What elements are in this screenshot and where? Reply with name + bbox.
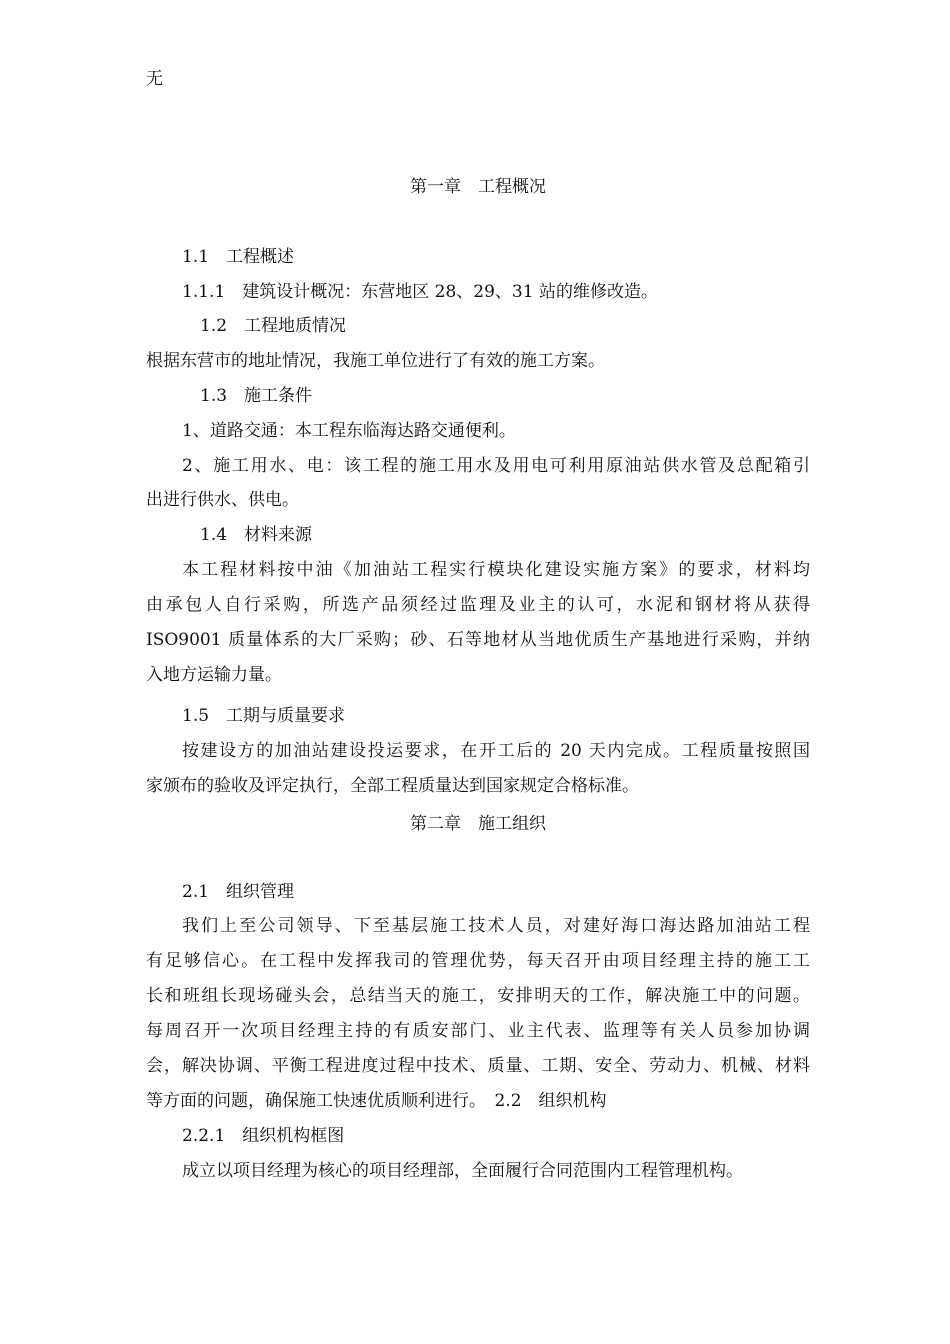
chapter-1-title: 第一章 工程概况 bbox=[410, 177, 546, 197]
section-2-2-1-paragraph: 成立以项目经理为核心的项目经理部，全面履行合同范围内工程管理机构。 bbox=[182, 1161, 743, 1181]
section-1-4-paragraph-line-3: ISO9001 质量体系的大厂采购；砂、石等地材从当地优质生产基地进行采购，并纳 bbox=[146, 630, 810, 650]
chapter-2-title: 第二章 施工组织 bbox=[410, 814, 546, 834]
section-1-4-heading: 1.4 材料来源 bbox=[200, 525, 313, 545]
section-1-5-paragraph-line-2: 家颁布的验收及评定执行，全部工程质量达到国家规定合格标准。 bbox=[146, 776, 639, 796]
section-1-5-paragraph-line-1: 按建设方的加油站建设投运要求，在开工后的 20 天内完成。工程质量按照国 bbox=[182, 741, 810, 761]
section-1-3-item-1: 1、道路交通：本工程东临海达路交通便利。 bbox=[182, 421, 516, 441]
section-1-3-item-2-line-1: 2、施工用水、电：该工程的施工用水及用电可利用原油站供水管及总配箱引 bbox=[182, 456, 810, 476]
section-2-1-heading: 2.1 组织管理 bbox=[182, 882, 295, 902]
header-mark: 无 bbox=[146, 69, 163, 89]
section-2-2-1-heading: 2.2.1 组织机构框图 bbox=[182, 1126, 345, 1146]
section-2-1-paragraph-line-4: 每周召开一次项目经理主持的有质安部门、业主代表、监理等有关人员参加协调 bbox=[146, 1021, 810, 1041]
section-1-2-heading: 1.2 工程地质情况 bbox=[200, 316, 347, 336]
section-1-3-item-2-line-2: 出进行供水、供电。 bbox=[146, 490, 299, 510]
section-1-1-heading: 1.1 工程概述 bbox=[182, 247, 295, 267]
section-1-4-paragraph-line-1: 本工程材料按中油《加油站工程实行模块化建设实施方案》的要求，材料均 bbox=[182, 560, 810, 580]
section-2-1-paragraph-line-1: 我们上至公司领导、下至基层施工技术人员，对建好海口海达路加油站工程 bbox=[182, 916, 810, 936]
section-2-1-paragraph-line-2: 有足够信心。在工程中发挥我司的管理优势，每天召开由项目经理主持的施工工 bbox=[146, 951, 810, 971]
section-1-4-paragraph-line-2: 由承包人自行采购，所选产品须经过监理及业主的认可，水泥和钢材将从获得 bbox=[146, 595, 810, 615]
section-2-1-paragraph-line-6: 等方面的问题，确保施工快速优质顺利进行。 2.2 组织机构 bbox=[146, 1091, 607, 1111]
section-2-1-paragraph-line-3: 长和班组长现场碰头会，总结当天的施工，安排明天的工作，解决施工中的问题。 bbox=[146, 986, 810, 1006]
section-1-3-heading: 1.3 施工条件 bbox=[200, 386, 313, 406]
section-1-4-paragraph-line-4: 入地方运输力量。 bbox=[146, 665, 282, 685]
section-1-5-heading: 1.5 工期与质量要求 bbox=[182, 706, 346, 726]
section-1-2-paragraph: 根据东营市的地址情况，我施工单位进行了有效的施工方案。 bbox=[146, 351, 605, 371]
section-1-1-1-text: 1.1.1 建筑设计概况：东营地区 28、29、31 站的维修改造。 bbox=[182, 282, 658, 302]
section-2-1-paragraph-line-5: 会，解决协调、平衡工程进度过程中技术、质量、工期、安全、劳动力、机械、材料 bbox=[146, 1056, 810, 1076]
